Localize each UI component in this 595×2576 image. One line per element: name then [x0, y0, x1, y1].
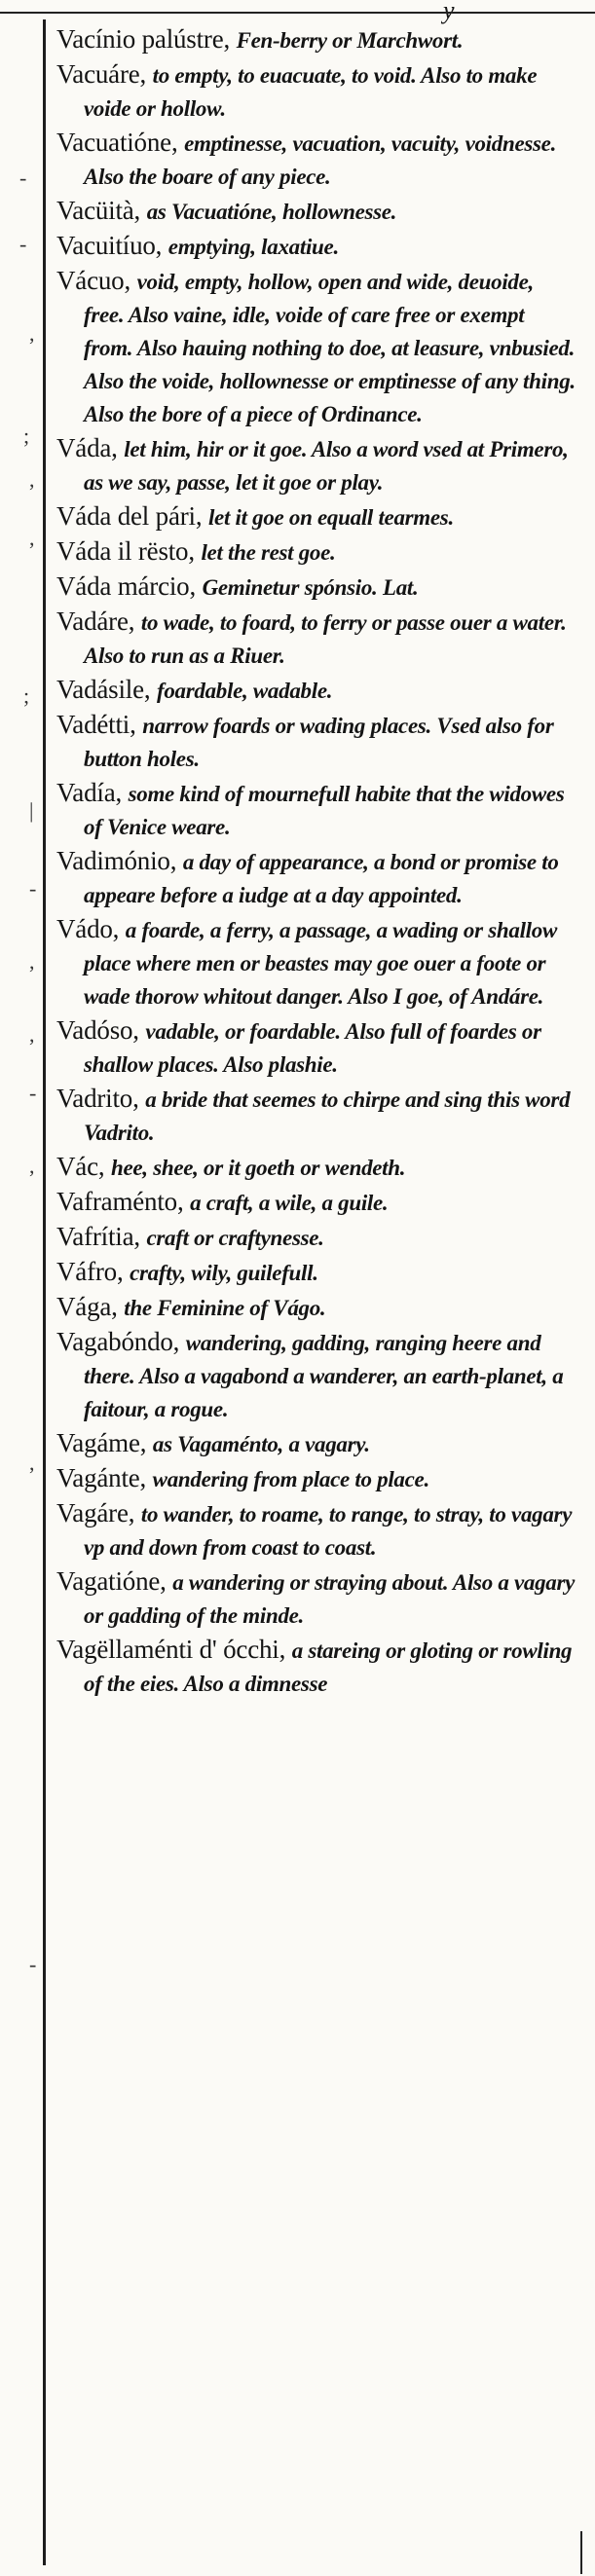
dictionary-entry [56, 709, 576, 775]
dictionary-entry [56, 1083, 576, 1149]
gutter-mark: , [29, 467, 35, 492]
definition: a craft, a wile, a guile. [190, 1191, 389, 1215]
definition: a stareing or gloting or rowling of the eies. Also a dimnesse [84, 1638, 573, 1696]
definition: a foarde, a ferry, a passage, a wading or shallow place where men or beastes may goe ouer a foote or wade thorow whitout danger. Also I goe, of Andáre. [84, 918, 557, 1009]
dictionary-entry [56, 535, 576, 569]
dictionary-entry [56, 777, 576, 843]
gutter-mark: , [29, 321, 35, 346]
definition: craft or craftynesse. [146, 1226, 324, 1250]
definition: let him, hir or it goe. Also a word vsed at Primero, as we say, passe, let it goe or play. [84, 437, 569, 495]
dictionary-entry [56, 265, 576, 430]
gutter-mark: - [19, 232, 27, 256]
dictionary-entry [56, 845, 576, 911]
dictionary-entry [56, 500, 576, 534]
definition: let the rest goe. [201, 540, 336, 565]
dictionary-column [56, 23, 576, 1702]
headword: Váda, [56, 433, 118, 462]
definition: narrow foards or wading places. Vsed also for button holes. [84, 714, 554, 771]
dictionary-entry [56, 23, 576, 56]
headword: Vagánte, [56, 1463, 147, 1492]
definition: the Feminine of Vágo. [124, 1296, 326, 1320]
gutter-mark: | [29, 798, 34, 823]
headword: Vadáre, [56, 607, 135, 636]
headword: Vadimónio, [56, 846, 177, 875]
definition: a day of appearance, a bond or promise to appeare before a iudge at a day appointed. [84, 850, 559, 907]
headword: Vafrítia, [56, 1222, 140, 1251]
definition: emptinesse, vacuation, vacuity, voidnesse. Also the boare of any piece. [84, 131, 557, 189]
headword: Vác, [56, 1152, 105, 1181]
dictionary-entry [56, 230, 576, 263]
gutter-mark: , [29, 1154, 35, 1178]
dictionary-entry [56, 1256, 576, 1289]
definition: Geminetur spónsio. Lat. [202, 575, 419, 600]
definition: to empty, to euacuate, to void. Also to make voide or hollow. [84, 63, 538, 121]
headword: Vagëllaménti d' ócchi, [56, 1635, 286, 1664]
dictionary-entry [56, 570, 576, 604]
dictionary-entry [56, 1634, 576, 1700]
dictionary-entry [56, 1014, 576, 1081]
headword: Vadía, [56, 778, 123, 807]
dictionary-entry [56, 432, 576, 498]
dictionary-entry [56, 1221, 576, 1254]
headword: Vacuitíuo, [56, 231, 163, 260]
headword: Váfro, [56, 1257, 124, 1286]
definition: crafty, wily, guilefull. [130, 1261, 318, 1285]
headword: Vagabóndo, [56, 1327, 180, 1356]
dictionary-entry [56, 674, 576, 707]
dictionary-entry [56, 913, 576, 1012]
gutter-mark: , [29, 1022, 35, 1047]
definition: wandering, gadding, ranging heere and there. Also a vagabond a wanderer, an earth-planet, a faitour, a rogue. [84, 1331, 564, 1421]
headword: Vagatióne, [56, 1566, 167, 1596]
dictionary-entry [56, 1497, 576, 1564]
dictionary-entry [56, 127, 576, 193]
definition: hee, shee, or it goeth or wendeth. [110, 1156, 406, 1180]
dictionary-entry [56, 1427, 576, 1460]
definition: a bride that seemes to chirpe and sing this word Vadrito. [84, 1087, 571, 1145]
column-rule [43, 19, 46, 2565]
gutter-mark: , [29, 526, 35, 550]
dictionary-entry [56, 1462, 576, 1495]
headword: Váda del pári, [56, 501, 203, 531]
definition: wandering from place to place. [152, 1467, 429, 1491]
gutter-mark: - [29, 876, 37, 901]
gutter-mark: - [19, 166, 27, 190]
definition: to wander, to roame, to range, to stray, to vagary vp and down from coast to coast. [84, 1502, 573, 1560]
definition: as Vagaménto, a vagary. [152, 1432, 370, 1456]
gutter-mark: - [29, 1081, 37, 1105]
dictionary-entry [56, 1186, 576, 1219]
definition: void, empty, hollow, open and wide, deuoide, free. Also vaine, idle, voide of care free or exempt from. Also hauing nothing to doe, at leasure, vnbusied. Also the voide, hollownesse or emptinesse of any thing. Also the bore of a piece of Ordinance. [84, 270, 576, 426]
definition: vadable, or foardable. Also full of foardes or shallow places. Also plashie. [84, 1019, 541, 1077]
headword: Vacuatióne, [56, 128, 178, 157]
definition: to wade, to foard, to ferry or passe ouer a water. Also to run as a Riuer. [84, 610, 567, 668]
left-gutter [0, 0, 43, 2576]
gutter-mark: , [29, 1451, 35, 1475]
dictionary-entry [56, 195, 576, 228]
dictionary-entry [56, 1291, 576, 1324]
definition: as Vacuatióne, hollownesse. [146, 200, 397, 224]
headword: Vacínio palústre, [56, 24, 231, 54]
headword: Vacuáre, [56, 59, 147, 89]
gutter-mark: - [29, 1952, 37, 1976]
definition: some kind of mournefull habite that the widowes of Venice weare. [84, 782, 565, 839]
headword: Vadétti, [56, 710, 136, 739]
headword: Vadóso, [56, 1015, 139, 1045]
headword: Vacüità, [56, 196, 141, 225]
gutter-mark: ; [23, 683, 30, 708]
definition: let it goe on equall tearmes. [207, 505, 454, 530]
headword: Vagáme, [56, 1428, 147, 1457]
headword: Vácuo, [56, 266, 131, 295]
dictionary-entry [56, 58, 576, 125]
top-rule [0, 12, 595, 14]
headword: Vádo, [56, 914, 120, 943]
headword: Vagáre, [56, 1498, 135, 1527]
dictionary-entry [56, 1326, 576, 1425]
gutter-mark: , [29, 949, 35, 974]
dictionary-entry [56, 1151, 576, 1184]
dictionary-entry [56, 1565, 576, 1632]
headword: Vadásile, [56, 675, 151, 704]
definition: emptying, laxatiue. [167, 235, 339, 259]
headword: Vaframénto, [56, 1187, 184, 1216]
definition: a wandering or straying about. Also a vagary or gadding of the minde. [84, 1570, 576, 1628]
definition: foardable, wadable. [156, 679, 333, 703]
gutter-mark: ; [23, 423, 30, 448]
corner-rule [580, 2531, 582, 2574]
headword: Váda márcio, [56, 571, 197, 601]
headword: Vága, [56, 1292, 118, 1321]
dictionary-entry [56, 606, 576, 672]
headword: Vadrito, [56, 1084, 139, 1113]
headword: Váda il rësto, [56, 536, 195, 566]
definition: Fen-berry or Marchwort. [236, 28, 464, 53]
